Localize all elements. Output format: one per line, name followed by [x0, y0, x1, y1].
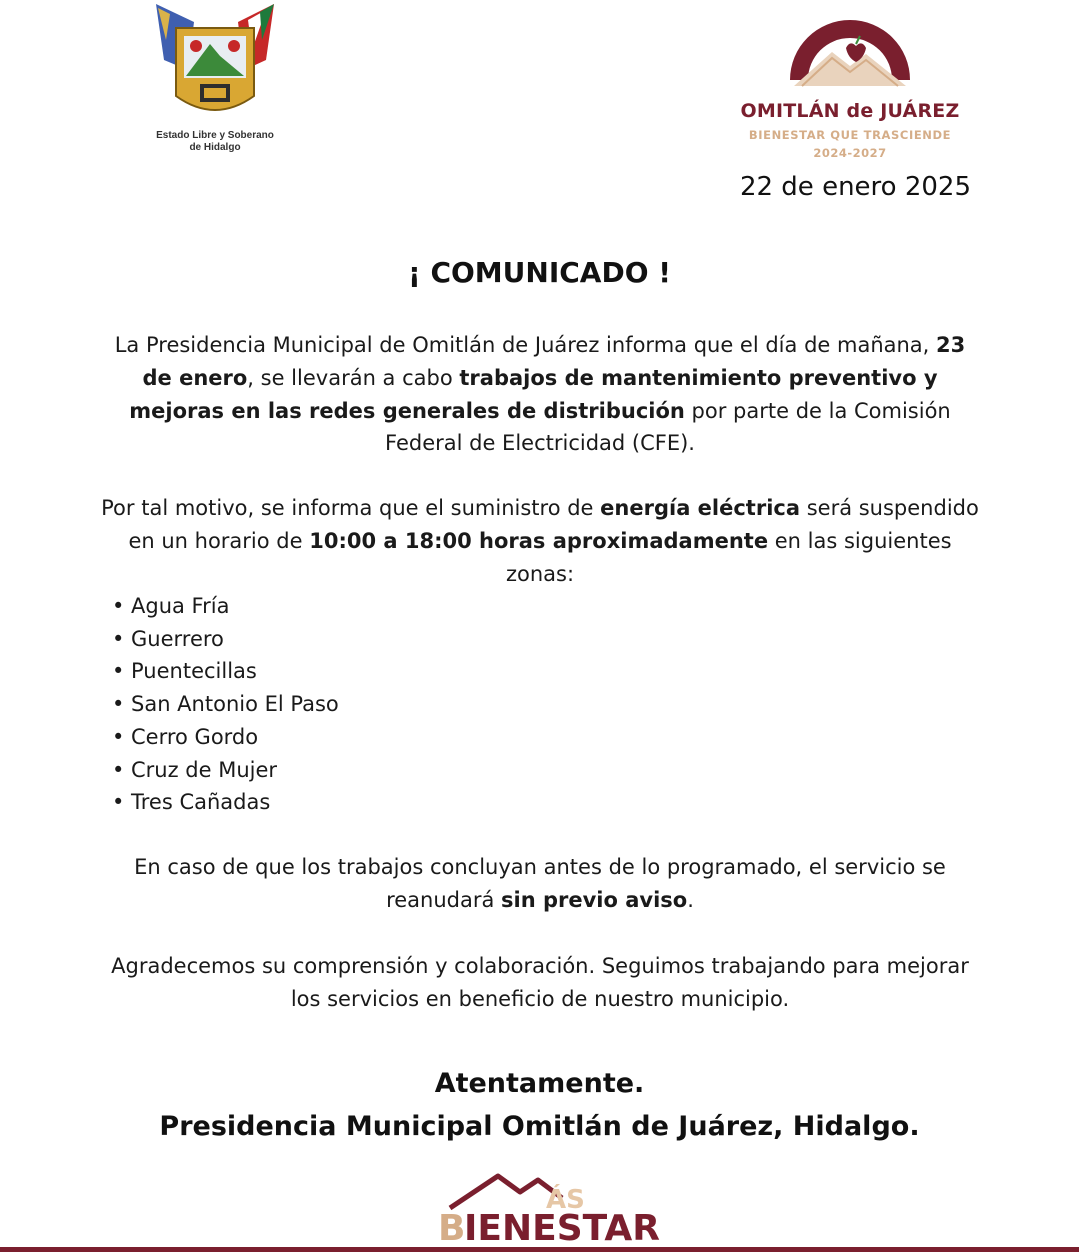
omitlan-logo-icon: [780, 0, 920, 98]
state-caption-line2: de Hidalgo: [189, 142, 241, 153]
paragraph-resume-notice: [100, 851, 980, 917]
bold-energy: energía eléctrica: [600, 496, 801, 520]
logo-initial: B: [438, 1208, 466, 1246]
list-item: • Cruz de Mujer: [112, 754, 339, 787]
state-caption-line1: Estado Libre y Soberano: [156, 130, 274, 141]
bold-works: trabajos de mantenimiento preventivo y mejoras en las redes generales de distribución: [129, 365, 938, 423]
closing-line1: Atentamente.: [434, 1068, 645, 1099]
paragraph-thanks: Agradecemos su comprensión y colaboración. Seguimos trabajando para mejorar los servicios en beneficio de nuestro municipio.: [111, 954, 969, 1011]
paragraph-suspension: [100, 492, 980, 590]
list-item: • San Antonio El Paso: [112, 688, 339, 721]
zones-list: [112, 590, 339, 819]
municipality-period: 2024-2027: [813, 146, 887, 160]
list-item: • Tres Cañadas: [112, 786, 339, 819]
text-run: será suspendido en un horario de: [128, 496, 979, 553]
text-run: Por tal motivo, se informa que el suministro de: [101, 496, 601, 520]
text-run: , se llevarán a cabo: [247, 365, 460, 390]
text-run: En caso de que los trabajos concluyan antes de lo programado, el servicio se reanudará: [134, 855, 946, 912]
bold-schedule: 10:00 a 18:00 horas aproximadamente: [309, 528, 769, 553]
text-run: La Presidencia Municipal de Omitlán de Juárez informa que el día de mañana,: [114, 333, 937, 357]
bienestar-logo-icon: [436, 1168, 666, 1246]
hidalgo-coat-of-arms-icon: [148, 0, 282, 130]
bold-no-notice: sin previo aviso: [501, 887, 688, 912]
bottom-divider: [0, 1247, 1079, 1252]
list-item: • Puentecillas: [112, 655, 339, 688]
logo-word-top: ÁS: [546, 1185, 585, 1215]
list-item: • Agua Fría: [112, 590, 339, 623]
closing-signature: [0, 1062, 1079, 1148]
document-date: 22 de enero 2025: [739, 172, 971, 202]
municipality-name: OMITLÁN de JUÁREZ: [740, 100, 960, 122]
text-run: por parte de la Comisión Federal de Electricidad (CFE).: [385, 398, 951, 456]
paragraph-announcement: [100, 329, 980, 460]
text-run: en las siguientes zonas:: [505, 528, 952, 586]
list-item: • Cerro Gordo: [112, 721, 339, 754]
logo-word-main: IENESTAR: [464, 1208, 660, 1246]
document-title: ¡ COMUNICADO !: [407, 256, 672, 289]
bold-date: 23 de enero: [142, 333, 966, 390]
closing-line2: Presidencia Municipal Omitlán de Juárez, Hidalgo.: [159, 1111, 920, 1142]
text-run: .: [687, 887, 694, 912]
state-caption: [120, 130, 310, 154]
municipality-slogan: BIENESTAR QUE TRASCIENDE: [748, 128, 952, 142]
list-item: • Guerrero: [112, 623, 339, 656]
